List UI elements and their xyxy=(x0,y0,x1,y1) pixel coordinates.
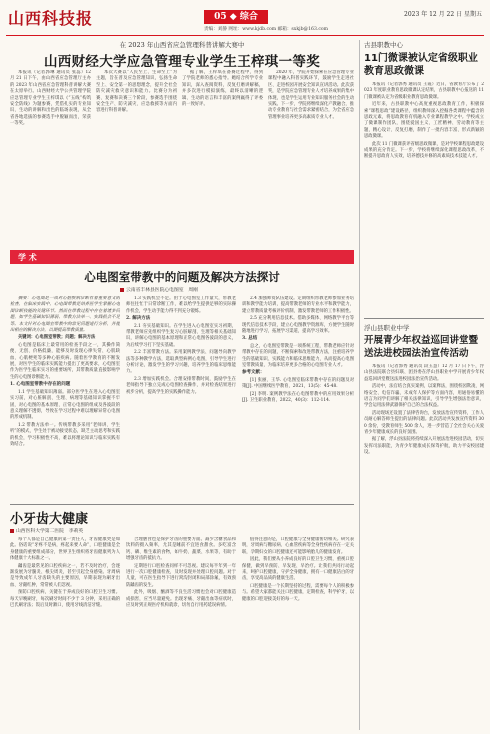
issue-meta: 责编：刘静 网址：www.kjdb.com 邮箱：sxkjb@163.com xyxy=(204,27,329,32)
right-bottom-label: 浮山县职业中学 xyxy=(364,324,410,332)
ecg-col-2 xyxy=(126,296,236,500)
main-kicker: 在 2023 年山西省应急管理科普讲解大赛中 xyxy=(119,41,245,49)
right-top-para: 本报讯（记者郭秀 通讯员 王霞）近日，省教育厅公布了 2023 年度职业教育思政微课认定结果，古县职教中心报送的 11 门微课被认定为省级职业教育思政微课。 xyxy=(364,82,484,100)
health-author xyxy=(10,527,160,534)
academic-band xyxy=(10,250,354,264)
ecg-para: 2.5 充分利用信息技术。借助多媒体、网络教学平台等现代信息技术手段，建立心电图教学资源库，方便学生随时随地进行学习，拓展学习渠道，提高学习效率。 xyxy=(242,316,354,335)
issue-date: 2023 年 12 月 22 日 星期五 xyxy=(404,11,482,18)
health-para: 每个人都是自己健康的第一责任人，牙齿健康更是如此。俗话说“牙疼不是病，疼起来要人命”，口腔健康是全身健康的重要组成部分，世界卫生组织将牙齿健康列为人体健康十大标准之一。 xyxy=(10,537,120,562)
right-top-para: 此次 11 门微课获评省级思政微课，是对学校课程思政建设成果的充分肯定。下一步，学校将继续深化课程思政改革，不断提升思政育人实效，培养德技并修的高素质技术技能人才。 xyxy=(364,141,484,160)
health-para: 此外，吸烟、酗酒等不良生活习惯也会对口腔健康造成损害，应当尽量避免。出现牙痛、牙龈出血等症状时，应及时到正规医疗机构就诊，切勿自行用药延误病情。 xyxy=(126,590,236,609)
ecg-para: 2.2 丰富带教方法。采用案例教学法、问题导向教学法等多种教学方法，选取典型病例心电图，引导学生进行分析讨论，激发学生的学习兴趣，培养学生的临床思维能力。 xyxy=(126,350,236,375)
ecg-para: 1.1 学生基础知识薄弱。部分医学生在进入心电图室实习前，对心脏解剖、生理、病理等基础知识掌握不牢固，对心电图的基本原理、正常心电图的组成及各波段的意义理解不透彻，导致在学习过程中难以理解异常心电图的形成机制。 xyxy=(10,389,120,421)
ecg-para: 2.1 夯实基础知识。在学生进入心电图室实习初期，带教老师应先组织学生复习心脏解剖、生理等相关基础知识，讲解心电图的基本原理和正常心电图各波段的意义，为后续学习打下坚实基础。 xyxy=(126,323,236,348)
right-bottom-para: 活动现场还设置了法律咨询台，发放法治宣传资料，工作人员耐心解答师生提出的法律问题。此次活动共发放宣传资料 300 余份，受教育师生 500 余人，进一步营造了全社会关心关爱青少年健康成长的良好氛围。 xyxy=(364,410,484,436)
main-col-4 xyxy=(268,70,354,245)
right-top-story xyxy=(364,40,484,302)
health-author-text: 山西医科大学第二医院 李莉英 xyxy=(16,529,84,534)
main-para: 据了解，王梓琪在备赛过程中，得到了学院老师的悉心指导。她结合所学专业知识，深入查阅资料，反复打磨讲解稿，并多次进行模拟演练，最终以清晰的逻辑、生动的语言和丰富的案例赢得了评委的一致好评。 xyxy=(182,70,263,108)
ecg-reference: [2] 李明. 案例教学法在心电图带教中的应用效果分析[J]. 卫生职业教育，2022，40(3)：112-114. xyxy=(242,391,354,404)
ecg-author xyxy=(120,286,320,293)
ecg-subhead: 2. 解决方法 xyxy=(126,316,151,322)
main-para: 2020 年，学院开始探索在应急管理专业课程中融入科普实践环节，鼓励学生走进社区、走进校园开展安全知识宣讲活动。此次获奖，是学院应急管理专业人才培养成果的集中体现，也是学生运用专业知识服务社会的生动实践。下一步，学院将继续深化产教融合，推动专业教育与社会需求紧密结合，为全省应急管理事业培养更多高素质专业人才。 xyxy=(268,70,354,120)
main-col-1 xyxy=(10,70,91,245)
ecg-subhead: 参考文献： xyxy=(242,370,265,376)
ecg-headline: 心电图室带教中的问题及解决方法探讨 xyxy=(84,270,280,284)
health-col-3 xyxy=(242,537,354,729)
ecg-abstract: 摘要：心电图是一项对心脏疾病诊断有着重要意义的检查，在临床实践中，心电图带教是培养医学生掌握心电图诊断技能的关键环节。然而在带教过程中存在着诸多问题，如学生基础知识薄弱、带教方法单一、实践机会不足等。本文针对心电图室带教中的常见问题进行分析，并提出相应的解决方法，以期提高带教质量。 xyxy=(10,296,120,334)
main-col-2 xyxy=(96,70,177,245)
ecg-para: 2.4 加强师资队伍建设。定期组织带教老师参加业务培训和教学能力培训，提高带教老师的专业水平和教学能力，建立带教质量考核评价机制，激发带教老师的工作积极性。 xyxy=(242,296,354,314)
right-top-body xyxy=(364,82,484,302)
health-para: 龋齿是最常见的口腔疾病之一，若不及时治疗，会逐渐发展为牙髓炎、根尖周炎，甚至引起全身感染。牙周病是导致成年人牙齿缺失的主要原因，早期表现为刷牙出血、牙龈红肿，常常被人们忽视。 xyxy=(10,563,120,588)
health-para: 定期进行口腔检查同样不可忽视。建议每半年到一年进行一次口腔健康检查，及时发现并处理口腔问题。对于儿童，可在医生指导下进行窝沟封闭和局部涂氟，有效预防龋齿的发生。 xyxy=(126,563,236,588)
author-marker-icon xyxy=(120,288,124,292)
column-divider xyxy=(359,40,360,730)
health-col-1 xyxy=(10,537,120,729)
section-tag: 05 ◆ 综合 xyxy=(204,10,268,24)
health-para: 值得注意的是，口腔健康与全身健康密切相关。研究表明，牙周病与糖尿病、心血管疾病等全身性疾病存在一定关联，孕期妇女的口腔健康还可能影响胎儿的健康发育。 xyxy=(242,537,354,555)
right-top-label: 古县职教中心 xyxy=(364,41,403,49)
right-bottom-para: 活动中，法官结合真实案例，以案释法，围绕校园欺凌、网络安全、电信诈骗、未成年人保护等方面内容，用通俗易懂的语言为同学们讲解了相关法律知识，引导学生增强法治意识，学会运用法律武器保护自己的合法权益。 xyxy=(364,384,484,409)
right-bottom-body xyxy=(364,364,484,704)
right-top-para: 近年来，古县职教中心高度重视思政教育工作，积极探索“课程思政”建设路径，组织教师深入挖掘各类课程中蕴含的思政元素，将思政教育有机融入专业课程教学之中。学校成立了微课制作团队，围绕爱国主义、工匠精神、劳动教育等主题，精心设计、反复打磨，制作了一批内容丰富、形式新颖的思政微课。 xyxy=(364,102,484,140)
right-bottom-para: 据了解，浮山县法院将持续深入开展法治进校园活动，切实发挥司法职能，为青少年健康成长保驾护航，助力平安校园建设。 xyxy=(364,437,484,456)
right-bottom-para: 本报讯（记者郭秀 通讯员 段玉慧）12 月 17 日下午，浮山县法院联合县妇联、团县委在浮山县职业中学开展青少年权益巡回讲堂暨送法进校园法治宣传活动。 xyxy=(364,364,484,382)
main-para: 本次大赛以“人民至上、生命至上”为主题，旨在普及应急管理知识，弘扬生命至上、安全第一的思想理念，提升全社会防灾减灾救灾意识和能力。比赛分为初赛、复赛和决赛三个阶段，参赛选手围绕安全生产、防灾减灾、应急救援等方面内容进行科普讲解。 xyxy=(96,70,177,114)
masthead xyxy=(6,4,484,36)
main-para: 本报讯（记者郭琳 通讯员 张蕊）12 月 21 日下午，由山西省应急管理厅主办的 2023 年山西省应急管理科普讲解大赛在太原举行。山西财经大学公共管理学院应急管理专业学生王梓琪以《“五线”构筑安全防线》为题参赛，凭借扎实的专业知识、生动的讲解和出色的临场表现，从全省各地选拔的参赛选手中脱颖而出，荣获一等奖。 xyxy=(10,70,91,127)
ecg-reference: [1] 张丽，王华. 心电图室临床带教中存在的问题及对策[J]. 中国继续医学教育，2021，13(5)：45-48. xyxy=(242,377,354,390)
masthead-rule xyxy=(6,35,484,36)
health-para: 合理膳食也是保护牙齿的重要方面。减少含糖食品和饮料的摄入频率，尤其是睡前不宜进食甜食。多吃富含钙、磷、维生素的食物，如牛奶、蔬菜、水果等，有助于增强牙齿的抵抗力。 xyxy=(126,537,236,562)
right-bottom-story xyxy=(364,323,484,704)
ecg-para: 心电图是临床上最常用的检查手段之一，其操作简便、无创、价格低廉，能够及时发现心律失常、心肌缺血、心肌梗死等多种心脏疾病。随着医学教育的不断发展，对医学生的临床实践能力提出了更高要求，心电图室作为医学生临床实习的重要场所，其带教质量直接影响学生的心电图诊断能力。 xyxy=(10,342,120,380)
ecg-para: 总之，心电图室带教是一项系统工程，带教老师应针对带教中存在的问题，不断探索和改进带教方法，注重培养学生的基础知识、实践能力和临床思维能力，从而提高心电图室带教质量，为临床培养更多合格的心电图专业人才。 xyxy=(242,343,354,369)
newspaper-logo: 山西科技报 xyxy=(8,9,94,28)
health-rule xyxy=(10,504,354,505)
ecg-subhead: 3. 总结 xyxy=(242,336,258,342)
right-top-headline: 11门微课被认定省级职业教育思政微课 xyxy=(364,53,478,77)
health-col-2 xyxy=(126,537,236,729)
ecg-para: 1.2 带教方法单一。传统带教多采用“老师讲、学生听”的模式，学生处于被动接受状态，缺乏主动思考和实践的机会，学习积极性不高，难以将理论知识与临床实践有效结合。 xyxy=(10,422,120,447)
ecg-col-3 xyxy=(242,296,354,500)
ecg-subhead: 1. 心电图室带教中存在的问题 xyxy=(10,382,71,388)
ecg-para: 1.3 实践机会不足。由于心电图室工作量大，带教老师往往忙于日常诊断工作，难以给学生提供足够的实际操作机会，学生动手能力得不到充分锻炼。 xyxy=(126,296,236,314)
academic-band-label: 学 术 xyxy=(18,252,37,262)
ecg-para: 2.3 增加实践机会。合理安排带教时间，鼓励学生在老师指导下独立完成心电图检查操作，并对检查结果进行初步分析，提高学生的实践操作能力。 xyxy=(126,376,236,395)
health-headline: 小牙齿大健康 xyxy=(10,512,89,527)
main-headline: 山西财经大学应急管理专业学生王梓琪一等奖 xyxy=(44,54,320,70)
health-para: 预防口腔疾病，关键在于养成良好的口腔卫生习惯。每天早晚刷牙，每次刷牙时间不少于 3 分钟，采用正确的巴氏刷牙法；饭后及时漱口，使用牙线清洁牙缝。 xyxy=(10,590,120,609)
ecg-author-text: 云南省丰林县医院心电图室 周刚 xyxy=(126,288,198,293)
ecg-keywords: 关键词：心电图室带教；问题；解决方法 xyxy=(18,335,96,341)
health-para: 口腔健康是一个长期坚持的过程，需要每个人的积极参与。希望大家都能关注口腔健康，定期检查，科学护牙，以健康的口腔迎接美好的每一天。 xyxy=(242,583,354,602)
main-col-3 xyxy=(182,70,263,245)
health-para: 因此，我们要从小养成良好的口腔卫生习惯，重视口腔保健，做到早预防、早发现、早治疗。让我们共同行动起来，呵护口腔健康，守护全身健康，拥有一口健康洁白的牙齿，享受高品质的健康生活。 xyxy=(242,557,354,582)
ecg-col-1 xyxy=(10,296,120,500)
author-marker-icon xyxy=(10,529,14,533)
right-bottom-headline: 开展青少年权益巡回讲堂暨送法进校园法治宣传活动 xyxy=(364,335,479,359)
right-rule xyxy=(364,318,484,319)
